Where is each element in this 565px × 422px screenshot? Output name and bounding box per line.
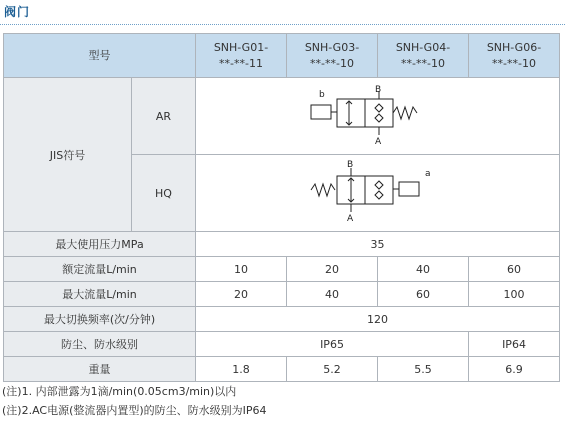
port-label-B: B xyxy=(346,160,353,170)
section-title: 阀门 xyxy=(4,5,31,19)
weight-value: 5.2 xyxy=(287,357,378,382)
model-line-2: **-**-10 xyxy=(310,56,354,70)
port-label-A: A xyxy=(346,214,353,224)
weight-value: 5.5 xyxy=(378,357,469,382)
model-cell xyxy=(469,34,560,78)
table-row xyxy=(4,232,560,257)
port-label-a: a xyxy=(424,169,431,179)
footnote-1: (注)1. 内部泄露为1滴/min(0.05cm3/min)以内 xyxy=(2,385,237,398)
port-label-b: b xyxy=(318,90,325,100)
model-line-1: SNH-G04- xyxy=(395,40,451,54)
spec-table xyxy=(3,33,560,382)
max-freq-label: 最大切换频率(次/分钟) xyxy=(4,307,196,332)
model-cell xyxy=(378,34,469,78)
protection-label: 防尘、防水级别 xyxy=(4,332,196,357)
model-line-2: **-**-10 xyxy=(401,56,445,70)
rated-flow-value: 20 xyxy=(287,257,378,282)
footnote-2: (注)2.AC电源(整流器内置型)的防尘、防水级别为IP64 xyxy=(2,404,267,417)
jis-row-ar xyxy=(4,78,560,155)
rated-flow-label: 额定流量L/min xyxy=(4,257,196,282)
max-flow-value: 20 xyxy=(196,282,287,307)
valve-symbol-ar-icon xyxy=(303,81,453,151)
max-flow-value: 100 xyxy=(469,282,560,307)
max-pressure-label: 最大使用压力MPa xyxy=(4,232,196,257)
protection-value: IP64 xyxy=(469,332,560,357)
weight-value: 6.9 xyxy=(469,357,560,382)
model-line-1: SNH-G06- xyxy=(486,40,542,54)
protection-value: IP65 xyxy=(196,332,469,357)
port-label-A: A xyxy=(374,137,381,147)
title-divider xyxy=(0,24,565,25)
jis-label: JIS符号 xyxy=(4,78,132,232)
model-header-row xyxy=(4,34,560,78)
model-line-2: **-**-11 xyxy=(219,56,263,70)
jis-symbol-hq-cell xyxy=(196,155,560,232)
table-row xyxy=(4,282,560,307)
rated-flow-value: 10 xyxy=(196,257,287,282)
max-flow-value: 60 xyxy=(378,282,469,307)
table-row xyxy=(4,307,560,332)
symbol-code-ar: AR xyxy=(132,78,196,155)
table-row xyxy=(4,357,560,382)
port-label-B: B xyxy=(374,85,381,95)
model-line-1: SNH-G03- xyxy=(304,40,360,54)
jis-symbol-ar-cell xyxy=(196,78,560,155)
table-row xyxy=(4,332,560,357)
model-line-2: **-**-10 xyxy=(492,56,536,70)
model-line-1: SNH-G01- xyxy=(213,40,269,54)
max-flow-value: 40 xyxy=(287,282,378,307)
valve-symbol-hq-icon xyxy=(303,158,453,228)
model-cell xyxy=(196,34,287,78)
model-cell xyxy=(287,34,378,78)
weight-label: 重量 xyxy=(4,357,196,382)
max-flow-label: 最大流量L/min xyxy=(4,282,196,307)
table-row xyxy=(4,257,560,282)
rated-flow-value: 60 xyxy=(469,257,560,282)
rated-flow-value: 40 xyxy=(378,257,469,282)
symbol-code-hq: HQ xyxy=(132,155,196,232)
model-header: 型号 xyxy=(4,34,196,78)
weight-value: 1.8 xyxy=(196,357,287,382)
max-pressure-value: 35 xyxy=(196,232,560,257)
max-freq-value: 120 xyxy=(196,307,560,332)
